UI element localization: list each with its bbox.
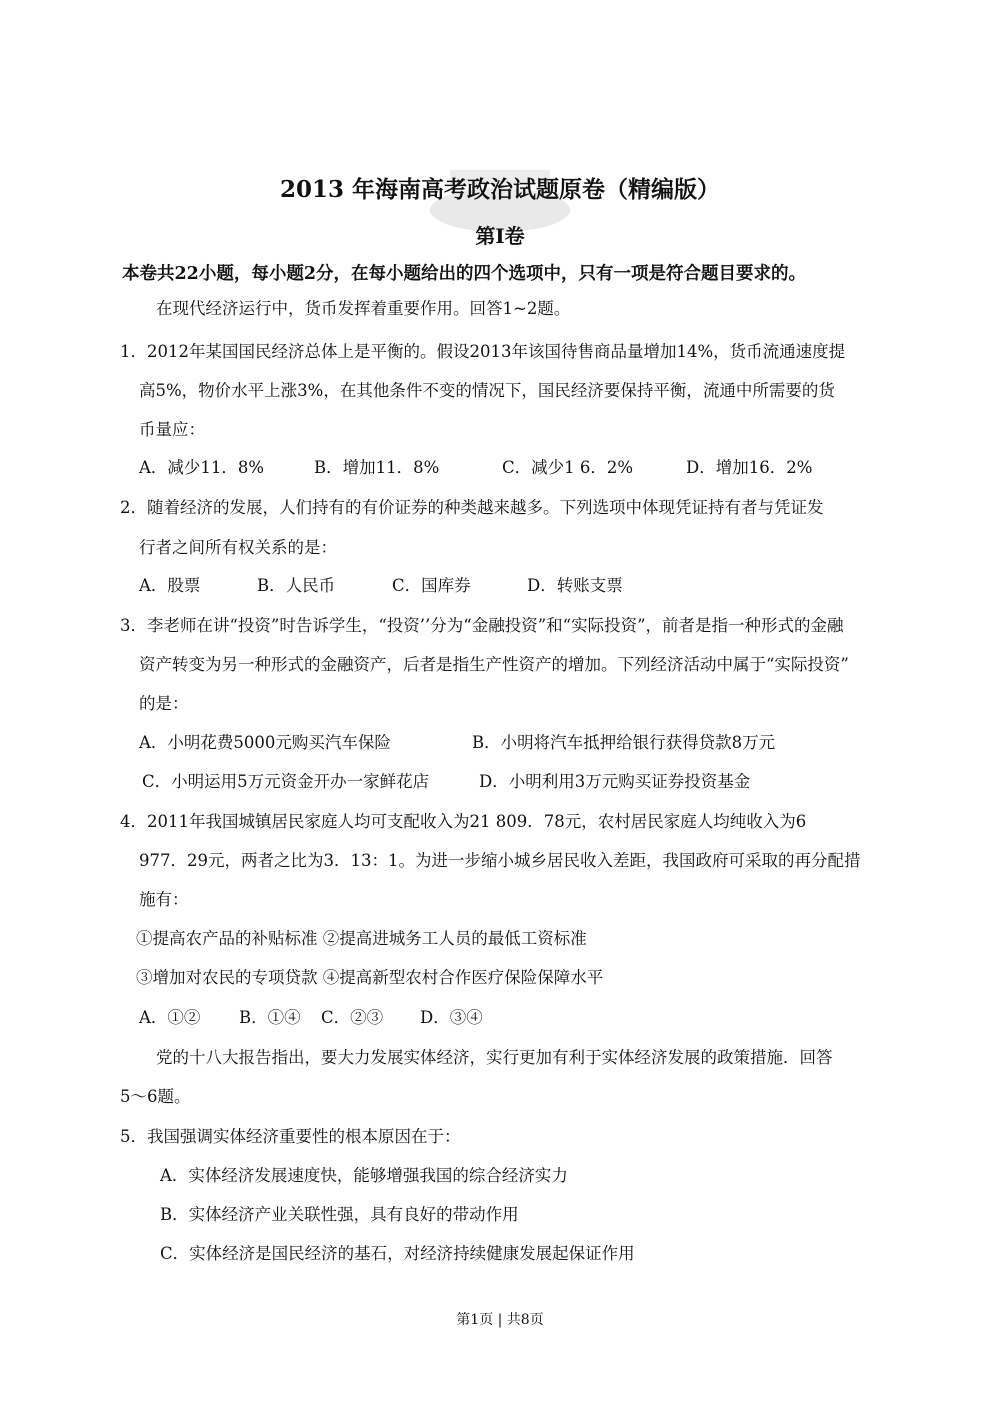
question-3-line: 资产转变为另一种形式的金融资产，后者是指生产性资产的增加。下列经济活动中属于“实际投资” bbox=[139, 655, 849, 674]
option-a: A．股票 bbox=[139, 576, 201, 595]
passage-intro: 5～6题。 bbox=[120, 1087, 191, 1106]
option-d: D．增加16．2% bbox=[686, 458, 813, 477]
question-5-stem: 5．我国强调实体经济重要性的根本原因在于： bbox=[120, 1127, 461, 1146]
option-d: D．转账支票 bbox=[527, 576, 623, 595]
statement-list: ③增加对农民的专项贷款 ④提高新型农村合作医疗保险保障水平 bbox=[136, 968, 604, 987]
question-3-line: 3．李老师在讲“投资”时告诉学生，“投资’’分为“金融投资”和“实际投资”，前者是指一种形式的金融 bbox=[120, 616, 844, 635]
option-a: A．小明花费5000元购买汽车保险 bbox=[139, 733, 391, 752]
question-1-line: 币量应： bbox=[139, 420, 205, 439]
option-b: B．小明将汽车抵押给银行获得贷款8万元 bbox=[472, 733, 776, 752]
question-2-line: 行者之间所有权关系的是： bbox=[139, 538, 337, 557]
question-4-line: 4．2011年我国城镇居民家庭人均可支配收入为21 809．78元，农村居民家庭人均纯收入为6 bbox=[120, 812, 807, 831]
question-1-line: 1．2012年某国国民经济总体上是平衡的。假设2013年该国待售商品量增加14%，货币流通速度提 bbox=[120, 342, 846, 361]
question-4-line: 施有： bbox=[139, 890, 189, 909]
question-2-line: 2．随着经济的发展，人们持有的有价证券的种类越来越多。下列选项中体现凭证持有者与凭证发 bbox=[120, 498, 824, 517]
passage-intro: 在现代经济运行中，货币发挥着重要作用。回答1~2题。 bbox=[156, 299, 571, 318]
page-title: 2013 年海南高考政治试题原卷（精编版） bbox=[279, 176, 721, 203]
option-d: D．③④ bbox=[420, 1008, 483, 1027]
question-4-line: 977．29元，两者之比为3．13：1。为进一步缩小城乡居民收入差距，我国政府可采取的再分配措 bbox=[139, 851, 861, 870]
instructions: 本卷共22小题，每小题2分，在每小题给出的四个选项中，只有一项是符合题目要求的。 bbox=[122, 264, 807, 284]
option-b: B．增加11．8% bbox=[314, 458, 440, 477]
passage-intro: 党的十八大报告指出，要大力发展实体经济，实行更加有利于实体经济发展的政策措施．回答 bbox=[156, 1048, 833, 1067]
option-d: D．小明利用3万元购买证券投资基金 bbox=[479, 772, 751, 791]
option-c: C．实体经济是国民经济的基石，对经济持续健康发展起保证作用 bbox=[160, 1244, 635, 1263]
section-heading: 第Ⅰ卷 bbox=[475, 224, 525, 248]
option-c: C．小明运用5万元资金开办一家鲜花店 bbox=[142, 772, 430, 791]
option-b: B．人民币 bbox=[257, 576, 336, 595]
option-c: C．减少1 6．2% bbox=[502, 458, 634, 477]
question-3-line: 的是： bbox=[139, 694, 189, 713]
option-c: C．②③ bbox=[321, 1008, 384, 1027]
option-a: A．减少11．8% bbox=[139, 458, 265, 477]
question-1-line: 高5%，物价水平上涨3%，在其他条件不变的情况下，国民经济要保持平衡，流通中所需要的货 bbox=[139, 381, 835, 400]
option-b: B．实体经济产业关联性强，具有良好的带动作用 bbox=[160, 1205, 519, 1224]
option-c: C．国库券 bbox=[392, 576, 471, 595]
statement-list: ①提高农产品的补贴标准 ②提高进城务工人员的最低工资标准 bbox=[136, 929, 587, 948]
page-footer: 第1页 | 共8页 bbox=[456, 1312, 544, 1328]
option-b: B．①④ bbox=[239, 1008, 301, 1027]
option-a: A．实体经济发展速度快，能够增强我国的综合经济实力 bbox=[160, 1166, 568, 1185]
option-a: A．①② bbox=[139, 1008, 201, 1027]
